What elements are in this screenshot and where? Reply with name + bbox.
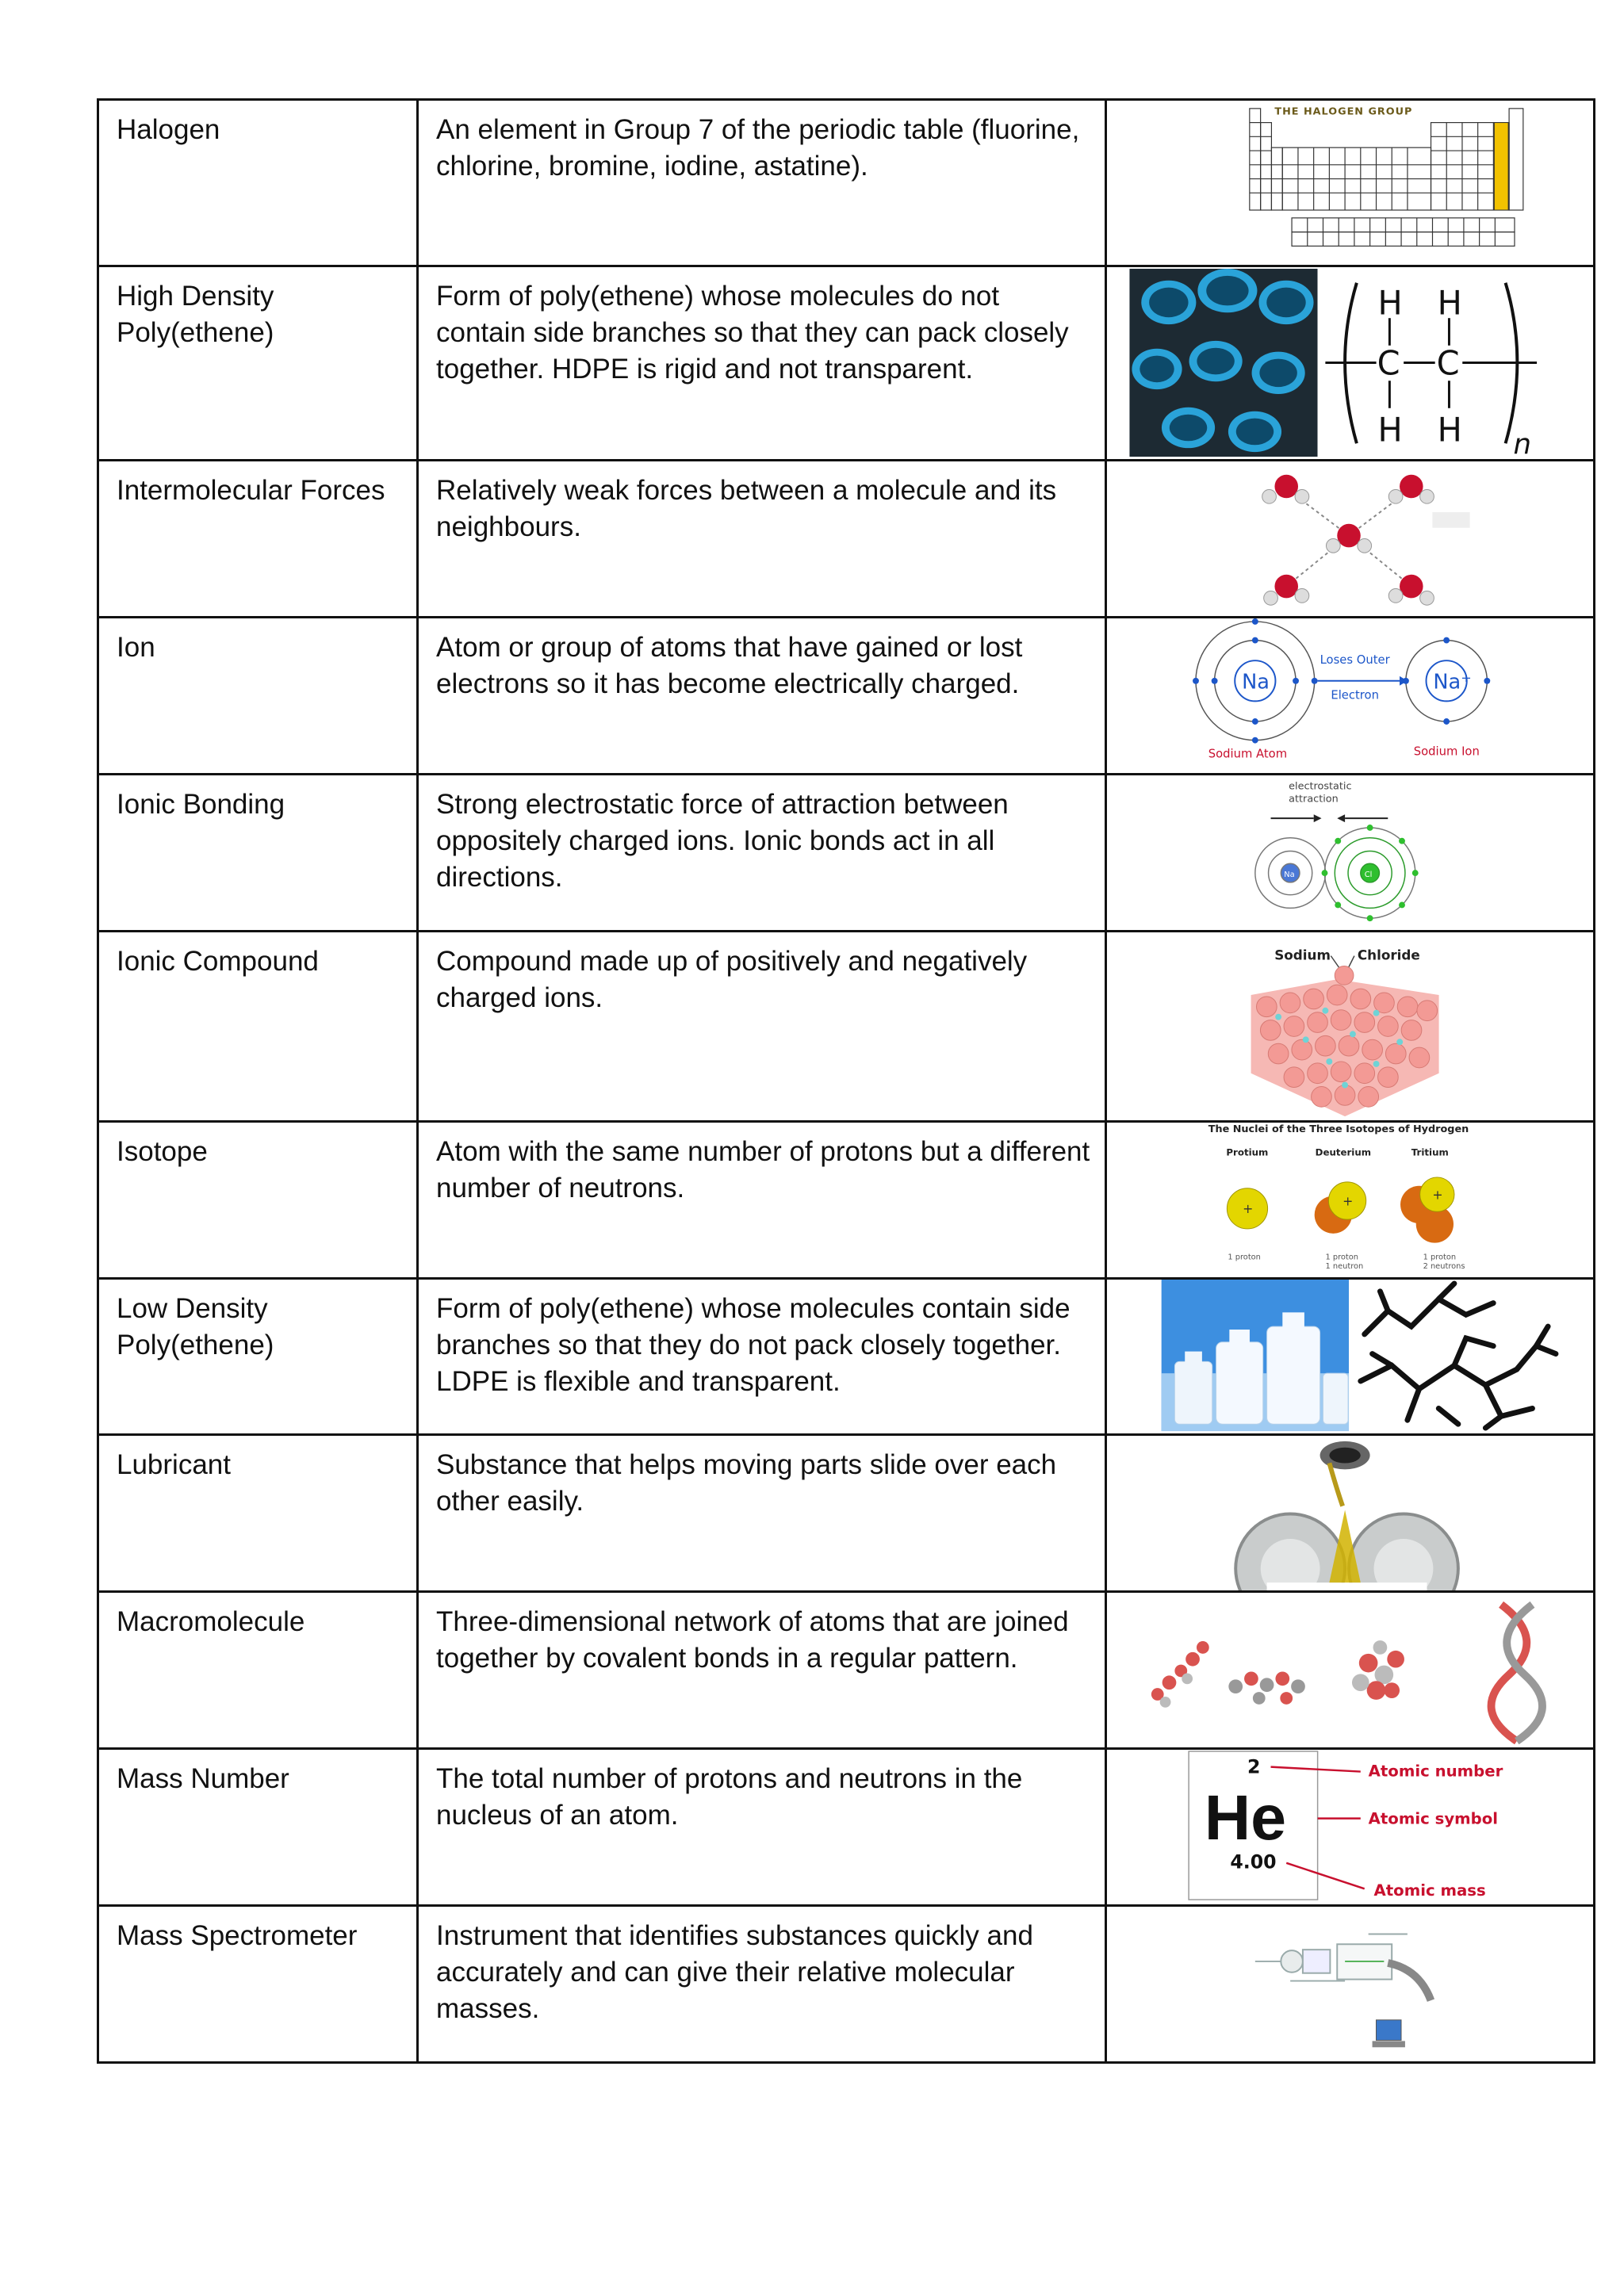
definition-text: Three-dimensional network of atoms that are joined together by covalent bonds in a regular pattern.	[436, 1606, 1069, 1674]
halogen-column-highlight	[1494, 123, 1508, 210]
atomic-symbol-label: Atomic symbol	[1368, 1809, 1499, 1828]
definition-cell	[418, 1906, 1106, 2063]
term-cell	[98, 266, 418, 461]
definition-cell	[418, 1279, 1106, 1435]
definition-cell	[418, 1592, 1106, 1749]
ldpe-bottles-photo	[1162, 1280, 1349, 1431]
arrow-label: Electron	[1331, 688, 1379, 702]
hydrogen-isotopes-illustration	[1107, 1123, 1593, 1277]
attraction-label: electrostatic	[1289, 780, 1352, 793]
sodium-symbol: Na	[1242, 670, 1270, 695]
definition-cell	[418, 266, 1106, 461]
periodic-grid	[1250, 109, 1523, 246]
image-cell	[1106, 266, 1595, 461]
term-cell	[98, 775, 418, 932]
note-tag	[1432, 512, 1469, 528]
branched-polymer-drawing	[1361, 1284, 1556, 1428]
halogen-caption: THE HALOGEN GROUP	[1274, 105, 1413, 118]
table-row	[98, 100, 1595, 266]
image-cell	[1106, 1279, 1595, 1435]
ionic-bonding-illustration	[1107, 775, 1593, 930]
term-text: Ionic Bonding	[117, 789, 285, 820]
definition-cell	[418, 932, 1106, 1122]
isotope-name: Tritium	[1411, 1146, 1449, 1158]
water-molecule	[1264, 575, 1309, 605]
atom-h: H	[1437, 283, 1462, 323]
sodium-atom-caption: Sodium Atom	[1208, 747, 1288, 761]
atom-h: H	[1377, 410, 1403, 450]
term-text: Macromolecule	[117, 1606, 305, 1637]
definition-text: Strong electrostatic force of attraction between oppositely charged ions. Ionic bonds act in all directions.	[436, 789, 1009, 893]
sodium-ion-caption: Sodium Ion	[1413, 744, 1480, 759]
ion-illustration	[1107, 618, 1593, 773]
definition-cell	[418, 1749, 1106, 1906]
term-text: Mass Number	[117, 1763, 289, 1794]
isotope-caption: 1 proton	[1325, 1253, 1359, 1262]
polyethene-structure	[1325, 283, 1537, 459]
image-cell	[1106, 1122, 1595, 1279]
attraction-label: attraction	[1289, 793, 1339, 806]
isotope-caption: 1 proton	[1423, 1253, 1457, 1262]
term-cell	[98, 100, 418, 266]
definition-text: Relatively weak forces between a molecule and its neighbours.	[436, 475, 1057, 542]
term-cell	[98, 1592, 418, 1749]
water-molecule	[1388, 575, 1434, 605]
image-cell	[1106, 775, 1595, 932]
sodium-symbol: Na	[1284, 871, 1295, 880]
water-molecules-illustration	[1107, 461, 1593, 616]
macromolecules-illustration	[1107, 1593, 1593, 1747]
macromolecule-model	[1228, 1671, 1305, 1704]
hdpe-illustration	[1107, 267, 1593, 459]
image-cell	[1106, 932, 1595, 1122]
atom-h: H	[1437, 410, 1462, 450]
definition-text: Form of poly(ethene) whose molecules do not contain side branches so that they can pack closely together. HDPE is rigid and not transparent.	[436, 281, 1069, 385]
isotope-name: Deuterium	[1315, 1146, 1372, 1158]
lubricant-illustration	[1107, 1436, 1593, 1590]
definition-cell	[418, 461, 1106, 618]
term-text: Mass Spectrometer	[117, 1920, 358, 1951]
element-symbol: He	[1204, 1782, 1287, 1854]
mass-spectrometer-illustration	[1107, 1907, 1593, 2061]
isotope-caption: 1 proton	[1228, 1253, 1261, 1262]
table-row	[98, 1279, 1595, 1435]
definition-cell	[418, 100, 1106, 266]
helium-element-illustration	[1107, 1750, 1593, 1904]
definition-text: Atom with the same number of protons but a different number of neutrons.	[436, 1136, 1090, 1203]
isotopes-title: The Nuclei of the Three Isotopes of Hydrogen	[1208, 1123, 1469, 1135]
definition-text: An element in Group 7 of the periodic table (fluorine, chlorine, bromine, iodine, astatine).	[436, 114, 1080, 182]
arrow-label: Loses Outer	[1320, 653, 1390, 668]
term-cell	[98, 1279, 418, 1435]
oil-can	[1320, 1441, 1370, 1506]
term-cell	[98, 1749, 418, 1906]
atom-c: C	[1377, 343, 1400, 383]
definition-text: Substance that helps moving parts slide over each other easily.	[436, 1449, 1057, 1517]
table-row	[98, 266, 1595, 461]
periodic-table-illustration	[1107, 101, 1593, 265]
image-cell	[1106, 461, 1595, 618]
definition-text: The total number of protons and neutrons in the nucleus of an atom.	[436, 1763, 1023, 1831]
term-text: Ion	[117, 632, 155, 663]
image-cell	[1106, 1435, 1595, 1592]
atom-c: C	[1436, 343, 1460, 383]
sodium-ion-symbol: Na⁺	[1433, 670, 1472, 695]
water-molecule	[1262, 475, 1309, 503]
water-molecule	[1326, 524, 1371, 553]
definition-cell	[418, 775, 1106, 932]
image-cell	[1106, 1906, 1595, 2063]
sodium-label: Sodium	[1274, 947, 1331, 963]
term-cell	[98, 932, 418, 1122]
term-cell	[98, 1906, 418, 2063]
repeat-subscript: n	[1513, 428, 1531, 459]
chloride-symbol: Cl	[1364, 871, 1373, 880]
term-text: High Density Poly(ethene)	[117, 281, 274, 348]
atomic-number: 2	[1247, 1755, 1261, 1778]
ldpe-illustration	[1107, 1280, 1593, 1433]
definition-text: Instrument that identifies substances quickly and accurately and can give their relative molecular masses.	[436, 1920, 1033, 2024]
image-cell	[1106, 1592, 1595, 1749]
term-text: Ionic Compound	[117, 946, 319, 977]
table-row	[98, 461, 1595, 618]
term-text: Low Density Poly(ethene)	[117, 1293, 274, 1360]
table-row	[98, 1906, 1595, 2063]
definition-cell	[418, 618, 1106, 775]
isotope-name: Protium	[1226, 1146, 1269, 1158]
image-cell	[1106, 100, 1595, 266]
hdpe-pipes-photo	[1129, 269, 1317, 457]
macromolecule-model	[1352, 1640, 1404, 1700]
atomic-mass: 4.00	[1230, 1850, 1277, 1873]
proton-charge: +	[1342, 1193, 1354, 1209]
term-cell	[98, 1122, 418, 1279]
atomic-number-label: Atomic number	[1368, 1762, 1503, 1781]
term-cell	[98, 618, 418, 775]
table-row	[98, 1122, 1595, 1279]
atom-h: H	[1377, 283, 1403, 323]
isotope-caption: 1 neutron	[1325, 1262, 1364, 1272]
image-cell	[1106, 1749, 1595, 1906]
proton-charge: +	[1243, 1201, 1254, 1217]
definition-cell	[418, 1122, 1106, 1279]
proton-charge: +	[1432, 1187, 1443, 1203]
water-molecule	[1388, 475, 1434, 503]
definition-cell	[418, 1435, 1106, 1592]
table-row	[98, 1749, 1595, 1906]
definition-text: Form of poly(ethene) whose molecules contain side branches so that they do not pack closely together. LDPE is flexible and transparent.	[436, 1293, 1071, 1397]
computer-icon	[1373, 2020, 1405, 2047]
table-row	[98, 1592, 1595, 1749]
spectrometer-schematic	[1255, 1934, 1431, 2000]
table-row	[98, 932, 1595, 1122]
definition-text: Atom or group of atoms that have gained or lost electrons so it has become electrically charged.	[436, 632, 1023, 699]
dna-helix	[1492, 1605, 1542, 1741]
macromolecule-model	[1151, 1641, 1209, 1708]
table-row	[98, 618, 1595, 775]
term-text: Lubricant	[117, 1449, 231, 1480]
table-row	[98, 775, 1595, 932]
image-cell	[1106, 618, 1595, 775]
sodium-chloride-lattice-illustration	[1107, 932, 1593, 1120]
term-cell	[98, 1435, 418, 1592]
term-text: Intermolecular Forces	[117, 475, 385, 506]
isotope-caption: 2 neutrons	[1423, 1262, 1465, 1272]
term-cell	[98, 461, 418, 618]
term-text: Isotope	[117, 1136, 208, 1167]
atomic-mass-label: Atomic mass	[1373, 1881, 1486, 1900]
definition-text: Compound made up of positively and negatively charged ions.	[436, 946, 1028, 1013]
table-row	[98, 1435, 1595, 1592]
glossary-table	[97, 98, 1595, 2064]
chloride-label: Chloride	[1357, 947, 1420, 963]
gears	[1235, 1510, 1458, 1590]
term-text: Halogen	[117, 114, 220, 145]
